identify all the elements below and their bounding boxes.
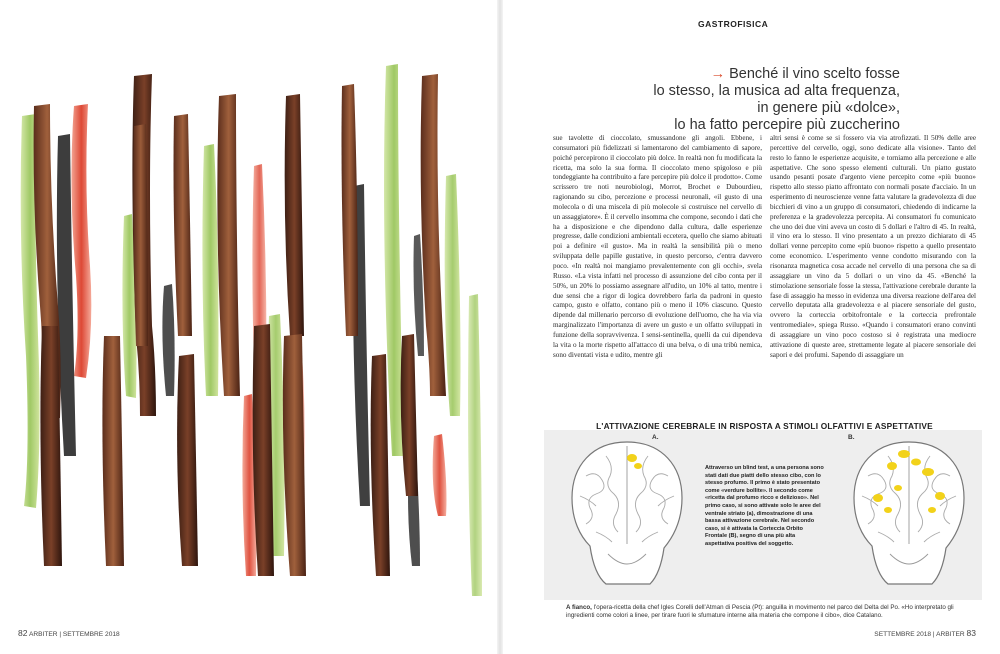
caption-text: l'opera-ricetta della chef Igles Corelli dell'Atman di Pescia (Pt): anguilla in movimento nel parco del Delta del Po. «Ho interpretato gli ingredienti come colori a linee, per tirare fuori le sfumature interne alla materia che compone il cibo», dice Catalano. <box>566 604 954 619</box>
brain-a-label: A. <box>652 434 659 441</box>
eel-strip <box>174 114 193 336</box>
quote-line-2: lo stesso, la musica ad alta frequenza, <box>653 83 900 99</box>
eel-strip <box>401 334 418 496</box>
section-tag: GASTROFISICA <box>698 19 769 29</box>
caption-lead: A fianco, <box>566 604 592 611</box>
artwork-eel-strokes <box>14 36 489 606</box>
activation-spot <box>887 462 897 470</box>
eel-strip <box>371 354 390 576</box>
activation-spot <box>935 492 945 500</box>
activation-spot <box>894 485 902 491</box>
activation-spot <box>884 507 892 513</box>
eel-strip <box>177 354 198 566</box>
footer-left-text: ARBITER | SETTEMBRE 2018 <box>28 631 120 638</box>
eel-strip <box>283 334 306 576</box>
eel-strip <box>102 336 124 566</box>
activation-spot <box>911 459 921 466</box>
activation-spot <box>627 454 637 462</box>
activation-spot <box>898 450 910 458</box>
infographic-text: Attraverso un blind test, a una persona sono stati dati due piatti dello stesso cibo, con lo stesso profumo. Il primo è stato presentato come «verdure bollite». Il secondo come «ricetta dal profumo ricco e delizioso». Nel primo caso, si sono attivate solo le aree del ventrale striato (a), dimostrazione di una bassa attivazione cerebrale. Nel secondo caso, si è attivata la Corteccia Orbito Frontale (B), segno di una più alta aspettativa positiva del soggetto. <box>705 465 824 547</box>
activation-spot <box>922 468 934 476</box>
green-stroke <box>445 174 461 416</box>
green-stroke <box>202 144 218 396</box>
brain-b-illustration <box>848 436 970 590</box>
page-number-right: 83 <box>966 628 976 638</box>
eel-strip <box>133 124 148 346</box>
page-gutter <box>497 0 503 654</box>
eel-strip <box>285 94 304 336</box>
brain-a-illustration <box>566 436 688 590</box>
arrow-icon: → <box>710 66 726 82</box>
body-column-2: altri sensi è come se si fossero via via atrofizzati. Il 50% delle aree percettive del cervello, oggi, sono dedicate alla visione». Tanto del resto lo fanno le esperienze acquisite, e torniamo alla percezione e alle aspettative. Che sono spesso elementi culturali. Un piatto gustato usando pesanti posate d'argento viene percepito come «più buono» rispetto allo stesso piatto affrontato con normali posate d'acciaio. In un esperimento di neuroscienze venne fatta valutare la gradevolezza di due bicchieri di vino a un gruppo di consumatori, chiedendo di indicarne la preferenza e la gradevolezza percepita. Ai consumatori fu comunicato che uno dei due vini aveva un costo di 5 dollari e l'altro di 45. In realtà, il vino era lo stesso. Il vino presentato a un prezzo dichiarato di 45 dollari venne percepito come «più buono» rispetto a quello presentato come economico. L'esperimento venne condotto misurando con la risonanza magnetica cosa accade nel cervello di una persona che sa di assaggiare un vino da 5 dollari o un vino da 45. «Benché la stimolazione sensoriale fosse la stessa, l'attivazione cerebrale durante la fase di assaggio ha messo in evidenza una diversa reazione dell'area del cervello deputata alla gradevolezza e al piacere sensoriale del gusto, ovvero la corteccia orbitofrontale e la corteccia prefrontale ventromediale», spiega Russo. «Quando i consumatori erano convinti di assaggiare un vino poco costoso si è registrata una mediocre attivazione di queste aree, strettamente legate al piacere sensoriale dei sapori e dei profumi. Sapendo di assaggiare un <box>770 134 976 359</box>
quote-line-4: lo ha fatto percepire più zuccherino <box>674 117 900 133</box>
red-stroke <box>71 104 91 378</box>
eel-strip <box>342 84 359 336</box>
infographic-title: L'ATTIVAZIONE CEREBRALE IN RISPOSTA A STIMOLI OLFATTIVI E ASPETTATIVE <box>596 421 933 431</box>
eel-strip <box>421 74 446 396</box>
ink-stroke <box>162 284 174 396</box>
activation-spot <box>928 507 936 513</box>
red-stroke <box>433 434 447 516</box>
footer-right-text: SETTEMBRE 2018 | ARBITER <box>874 631 965 638</box>
activation-spot <box>873 494 883 502</box>
photo-caption <box>566 604 976 620</box>
pull-quote <box>600 66 900 134</box>
body-column-1: sue tavolette di cioccolato, smussandone gli angoli. Ebbene, i consumatori più fidelizzati si lamentarono del cambiamento di sapore, poiché percepirono il cioccolato più dolce. In realtà non fu modificata la ricetta, ma solo la sua forma. Il cioccolato meno spigoloso e più tondeggiante ha contribuito a fare percepire più dolce il prodotto». Come scrissero tre noti neurobiologi, Morrot, Brochet e Dubourdieu, ragionando su cibo, percezione e processi neuronali, «il gusto di una molecola o di una miscela di più molecole si costruisce nel cervello di un assaggiatore». È il cervello insomma che compone, secondo i dati che ha a disposizione e che dipendono dalla cultura, dalle esperienze pregresse, dalle condizioni ambientali eccetera, quello che siamo abituati poi a definire «il gusto». Ma in realtà la sensibilità più o meno sviluppata delle papille gustative, in questo percorso, c'entra davvero poco. «In realtà noi mangiamo prevalentemente con gli occhi», svela Russo. «La vista infatti nel processo di assunzione del cibo conta per il 50%, un 20% lo possiamo assegnare all'udito, un 10% al tatto, mentre i due sensi che a rigor di logica dovrebbero farla da padroni in questo campo, gusto e olfatto, contano più o meno il 10% ciascuno. Questo dipende dal millenario percorso di evoluzione dell'uomo, che ha via via marginalizzato l'importanza di avere un gusto e un olfatto sviluppati in funzione della sopravvivenza. I sensi-sentinella, quelli da cui dipendeva la vita o la morte rispetto all'attacco di una belva, o di una tribù nemica, sono diventati vista e udito, mentre gli <box>553 134 762 359</box>
eel-strip <box>217 94 240 396</box>
page-number-left: 82 <box>18 628 28 638</box>
quote-line-1: Benché il vino scelto fosse <box>729 66 900 82</box>
green-stroke <box>468 294 482 596</box>
footer-left <box>18 628 120 638</box>
brain-b-label: B. <box>848 434 855 441</box>
activation-spot <box>634 463 642 469</box>
footer-right <box>874 628 976 638</box>
quote-line-3: in genere più «dolce», <box>757 100 900 116</box>
